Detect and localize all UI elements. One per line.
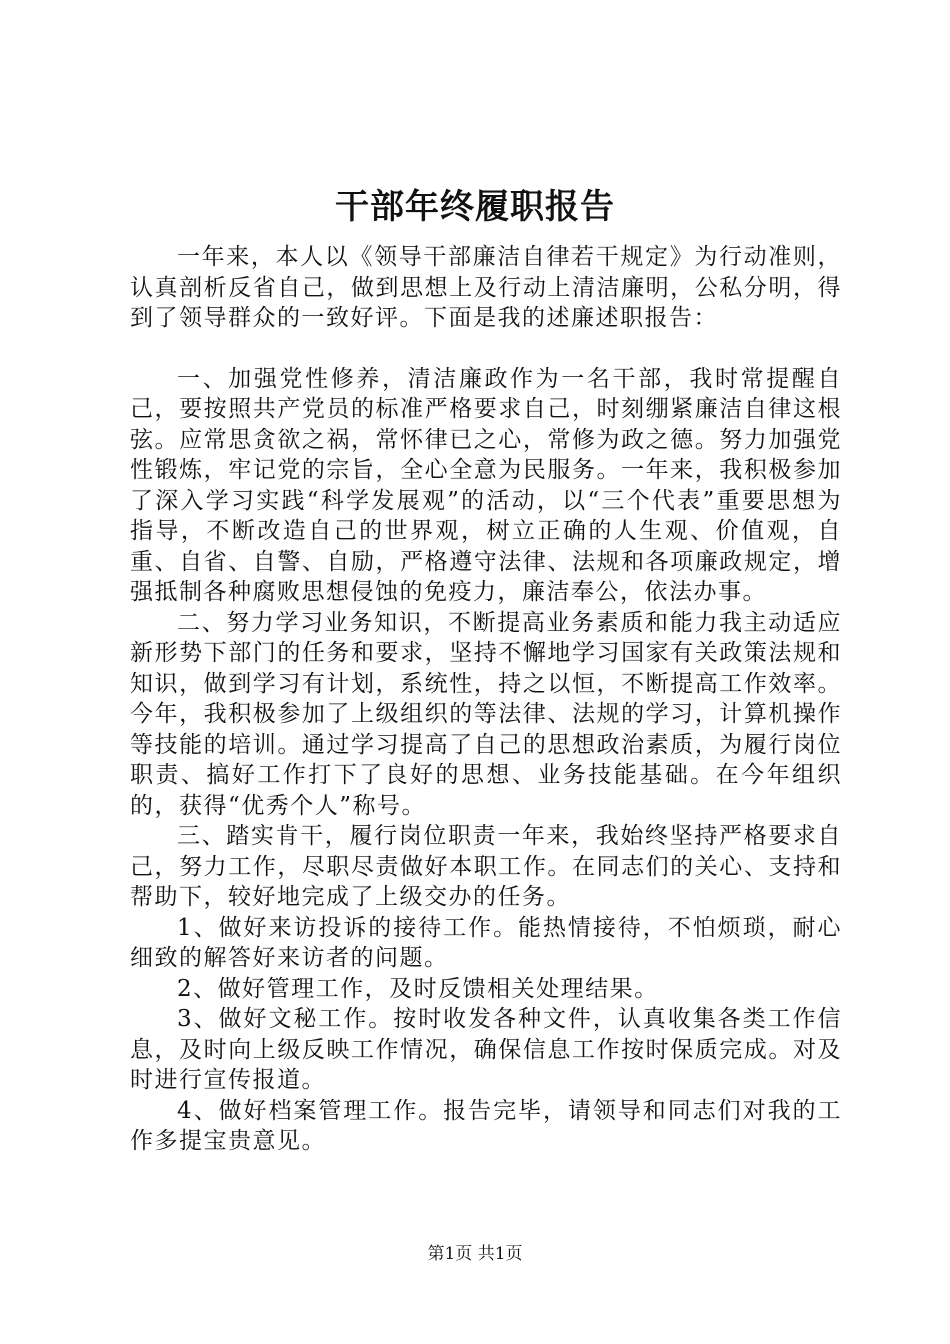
document-body	[130, 242, 842, 1157]
paragraph-item-1: 1、做好来访投诉的接待工作。能热情接待，不怕烦琐，耐心细致的解答好来访者的问题。	[130, 914, 842, 971]
paragraph-section-3: 三、踏实肯干，履行岗位职责一年来，我始终坚持严格要求自己，努力工作，尽职尽责做好本职工作。在同志们的关心、支持和帮助下，较好地完成了上级交办的任务。	[130, 823, 842, 910]
page-footer	[0, 1243, 950, 1265]
paragraph-item-3: 3、做好文秘工作。按时收发各种文件，认真收集各类工作信息，及时向上级反映工作情况，确保信息工作按时保质完成。对及时进行宣传报道。	[130, 1006, 842, 1093]
page-total: 共1页	[477, 1244, 523, 1264]
paragraph-section-2: 二、努力学习业务知识，不断提高业务素质和能力我主动适应新形势下部门的任务和要求，坚持不懈地学习国家有关政策法规和知识，做到学习有计划，系统性，持之以恒，不断提高工作效率。今年，我积极参加了上级组织的等法律、法规的学习，计算机操作等技能的培训。通过学习提高了自己的思想政治素质，为履行岗位职责、搞好工作打下了良好的思想、业务技能基础。在今年组织的，获得“优秀个人”称号。	[130, 609, 842, 819]
paragraph-section-1: 一、加强党性修养，清洁廉政作为一名干部，我时常提醒自己，要按照共产党员的标准严格要求自己，时刻绷紧廉洁自律这根弦。应常思贪欲之祸，常怀律已之心，常修为政之德。努力加强党性锻炼，牢记党的宗旨，全心全意为民服务。一年来，我积极参加了深入学习实践“科学发展观”的活动，以“三个代表”重要思想为指导，不断改造自己的世界观，树立正确的人生观、价值观，自重、自省、自警、自励，严格遵守法律、法规和各项廉政规定，增强抵制各种腐败思想侵蚀的免疫力，廉洁奉公，依法办事。	[130, 365, 842, 605]
document-title: 干部年终履职报告	[335, 187, 615, 227]
paragraph-intro: 一年来，本人以《领导干部廉洁自律若干规定》为行动准则，认真剖析反省自己，做到思想上及行动上清洁廉明，公私分明，得到了领导群众的一致好评。下面是我的述廉述职报告：	[130, 244, 842, 331]
page-number: 第1页	[427, 1244, 473, 1264]
paragraph-item-2: 2、做好管理工作，及时反馈相关处理结果。	[177, 975, 659, 1002]
paragraph-item-4: 4、做好档案管理工作。报告完毕，请领导和同志们对我的工作多提宝贵意见。	[130, 1097, 842, 1154]
